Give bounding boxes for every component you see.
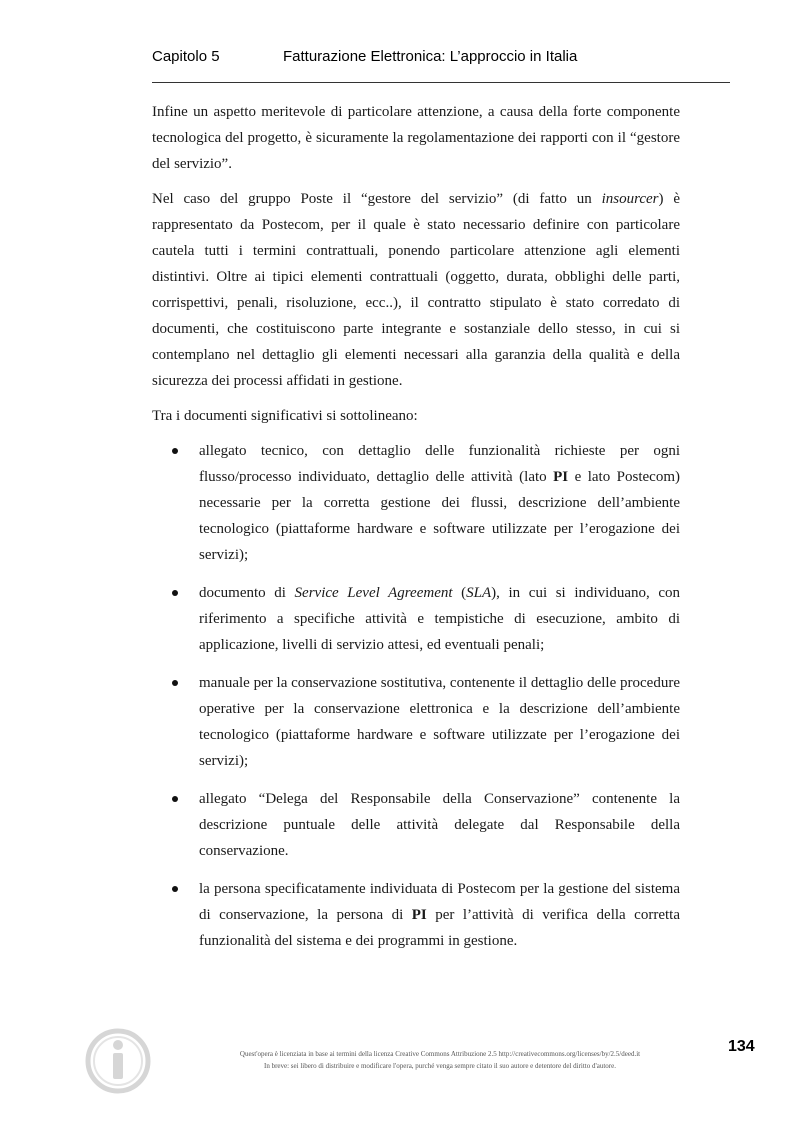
list-item-text — [199, 675, 680, 769]
bullet-icon — [172, 448, 178, 454]
text-run: Nel caso del gruppo Poste il “gestore del servizio” (di fatto un — [152, 191, 602, 207]
paragraph — [152, 99, 680, 177]
license-footer — [205, 1048, 675, 1072]
running-header — [152, 46, 730, 83]
paragraph — [152, 186, 680, 394]
creative-commons-logo-icon — [84, 1027, 152, 1095]
list-item — [152, 438, 680, 568]
chapter-title: Fatturazione Elettronica: L’approccio in Italia — [283, 48, 578, 65]
italic-run: insourcer — [601, 191, 659, 207]
bullet-icon — [172, 590, 178, 596]
bullet-icon — [172, 886, 178, 892]
list-item — [152, 670, 680, 774]
body-text — [152, 99, 680, 966]
text-run: la persona specificatamente individuata di Postecom per la gestione del sistema di conservazione, la persona di — [199, 881, 680, 923]
bullet-icon — [172, 796, 178, 802]
text-run: e lato Postecom) necessarie per la corretta gestione dei flussi, descrizione dell’ambiente tecnologico (piattaforme hardware e software utilizzate per l’erogazione dei servizi); — [199, 469, 680, 563]
list-item — [152, 876, 680, 954]
list-item-text — [199, 443, 680, 563]
bold-run: PI — [553, 469, 569, 485]
list-item-text — [199, 585, 680, 653]
list-item — [152, 786, 680, 864]
page-number: 134 — [728, 1038, 755, 1055]
chapter-label: Capitolo 5 — [152, 48, 220, 65]
text-run: allegato “Delega del Responsabile della Conservazione” contenente la descrizione puntuale delle attività delegate dal Responsabile della conservazione. — [199, 791, 680, 859]
paragraph — [152, 403, 680, 429]
bullet-list — [152, 438, 680, 954]
text-run: ( — [452, 585, 467, 601]
text-run: Tra i documenti significativi si sottolineano: — [152, 408, 418, 424]
text-run: documento di — [199, 585, 295, 601]
license-line: In breve: sei libero di distribuire e modificare l'opera, purché venga sempre citato il suo autore e detentore del diritto d'autore. — [263, 1062, 616, 1070]
italic-run: SLA — [466, 585, 492, 601]
text-run: ), in cui si individuano, con riferimento a specifiche attività e tempistiche di esecuzione, ambito di applicazione, livelli di servizio attesi, ed eventuali penali; — [199, 585, 681, 653]
text-run: allegato tecnico, con dettaglio delle funzionalità richieste per ogni flusso/processo individuato, dettaglio delle attività (lato — [199, 443, 680, 485]
list-item — [152, 580, 680, 658]
text-run: ) è rappresentato da Postecom, per il quale è stato necessario definire con particolare cautela tutti i termini contrattuali, ponendo particolare attenzione agli elementi distintivi. Oltre ai tipici elementi contrattuali (oggetto, durata, obblighi delle parti, corrispettivi, penali, risoluzione, ecc..), il contratto stipulato è stato corredato di documenti, che costituiscono parte integrante e sostanziale dello stesso, in cui si contemplano nel dettaglio gli elementi necessari alla garanzia della qualità e della sicurezza dei processi affidati in gestione. — [152, 191, 681, 389]
list-item-text — [199, 881, 680, 949]
text-run: per l’attività di verifica della corretta funzionalità del sistema e dei programmi in gestione. — [199, 907, 680, 949]
text-run: manuale per la conservazione sostitutiva, contenente il dettaglio delle procedure operative per la conservazione elettronica e la descrizione dell’ambiente tecnologico (piattaforme hardware e software utilizzate per l’erogazione dei servizi); — [199, 675, 680, 769]
bold-run: PI — [411, 907, 427, 923]
italic-run: Service Level Agreement — [294, 585, 453, 601]
text-run: Infine un aspetto meritevole di particolare attenzione, a causa della forte componente tecnologica del progetto, è sicuramente la regolamentazione dei rapporti con il “gestore del servizio”. — [152, 104, 680, 172]
bullet-icon — [172, 680, 178, 686]
license-line: Quest'opera è licenziata in base ai termini della licenza Creative Commons Attribuzione 2.5 http://creativecommons.org/licenses/by/2.5/deed.it — [239, 1050, 641, 1058]
list-item-text — [199, 791, 680, 859]
